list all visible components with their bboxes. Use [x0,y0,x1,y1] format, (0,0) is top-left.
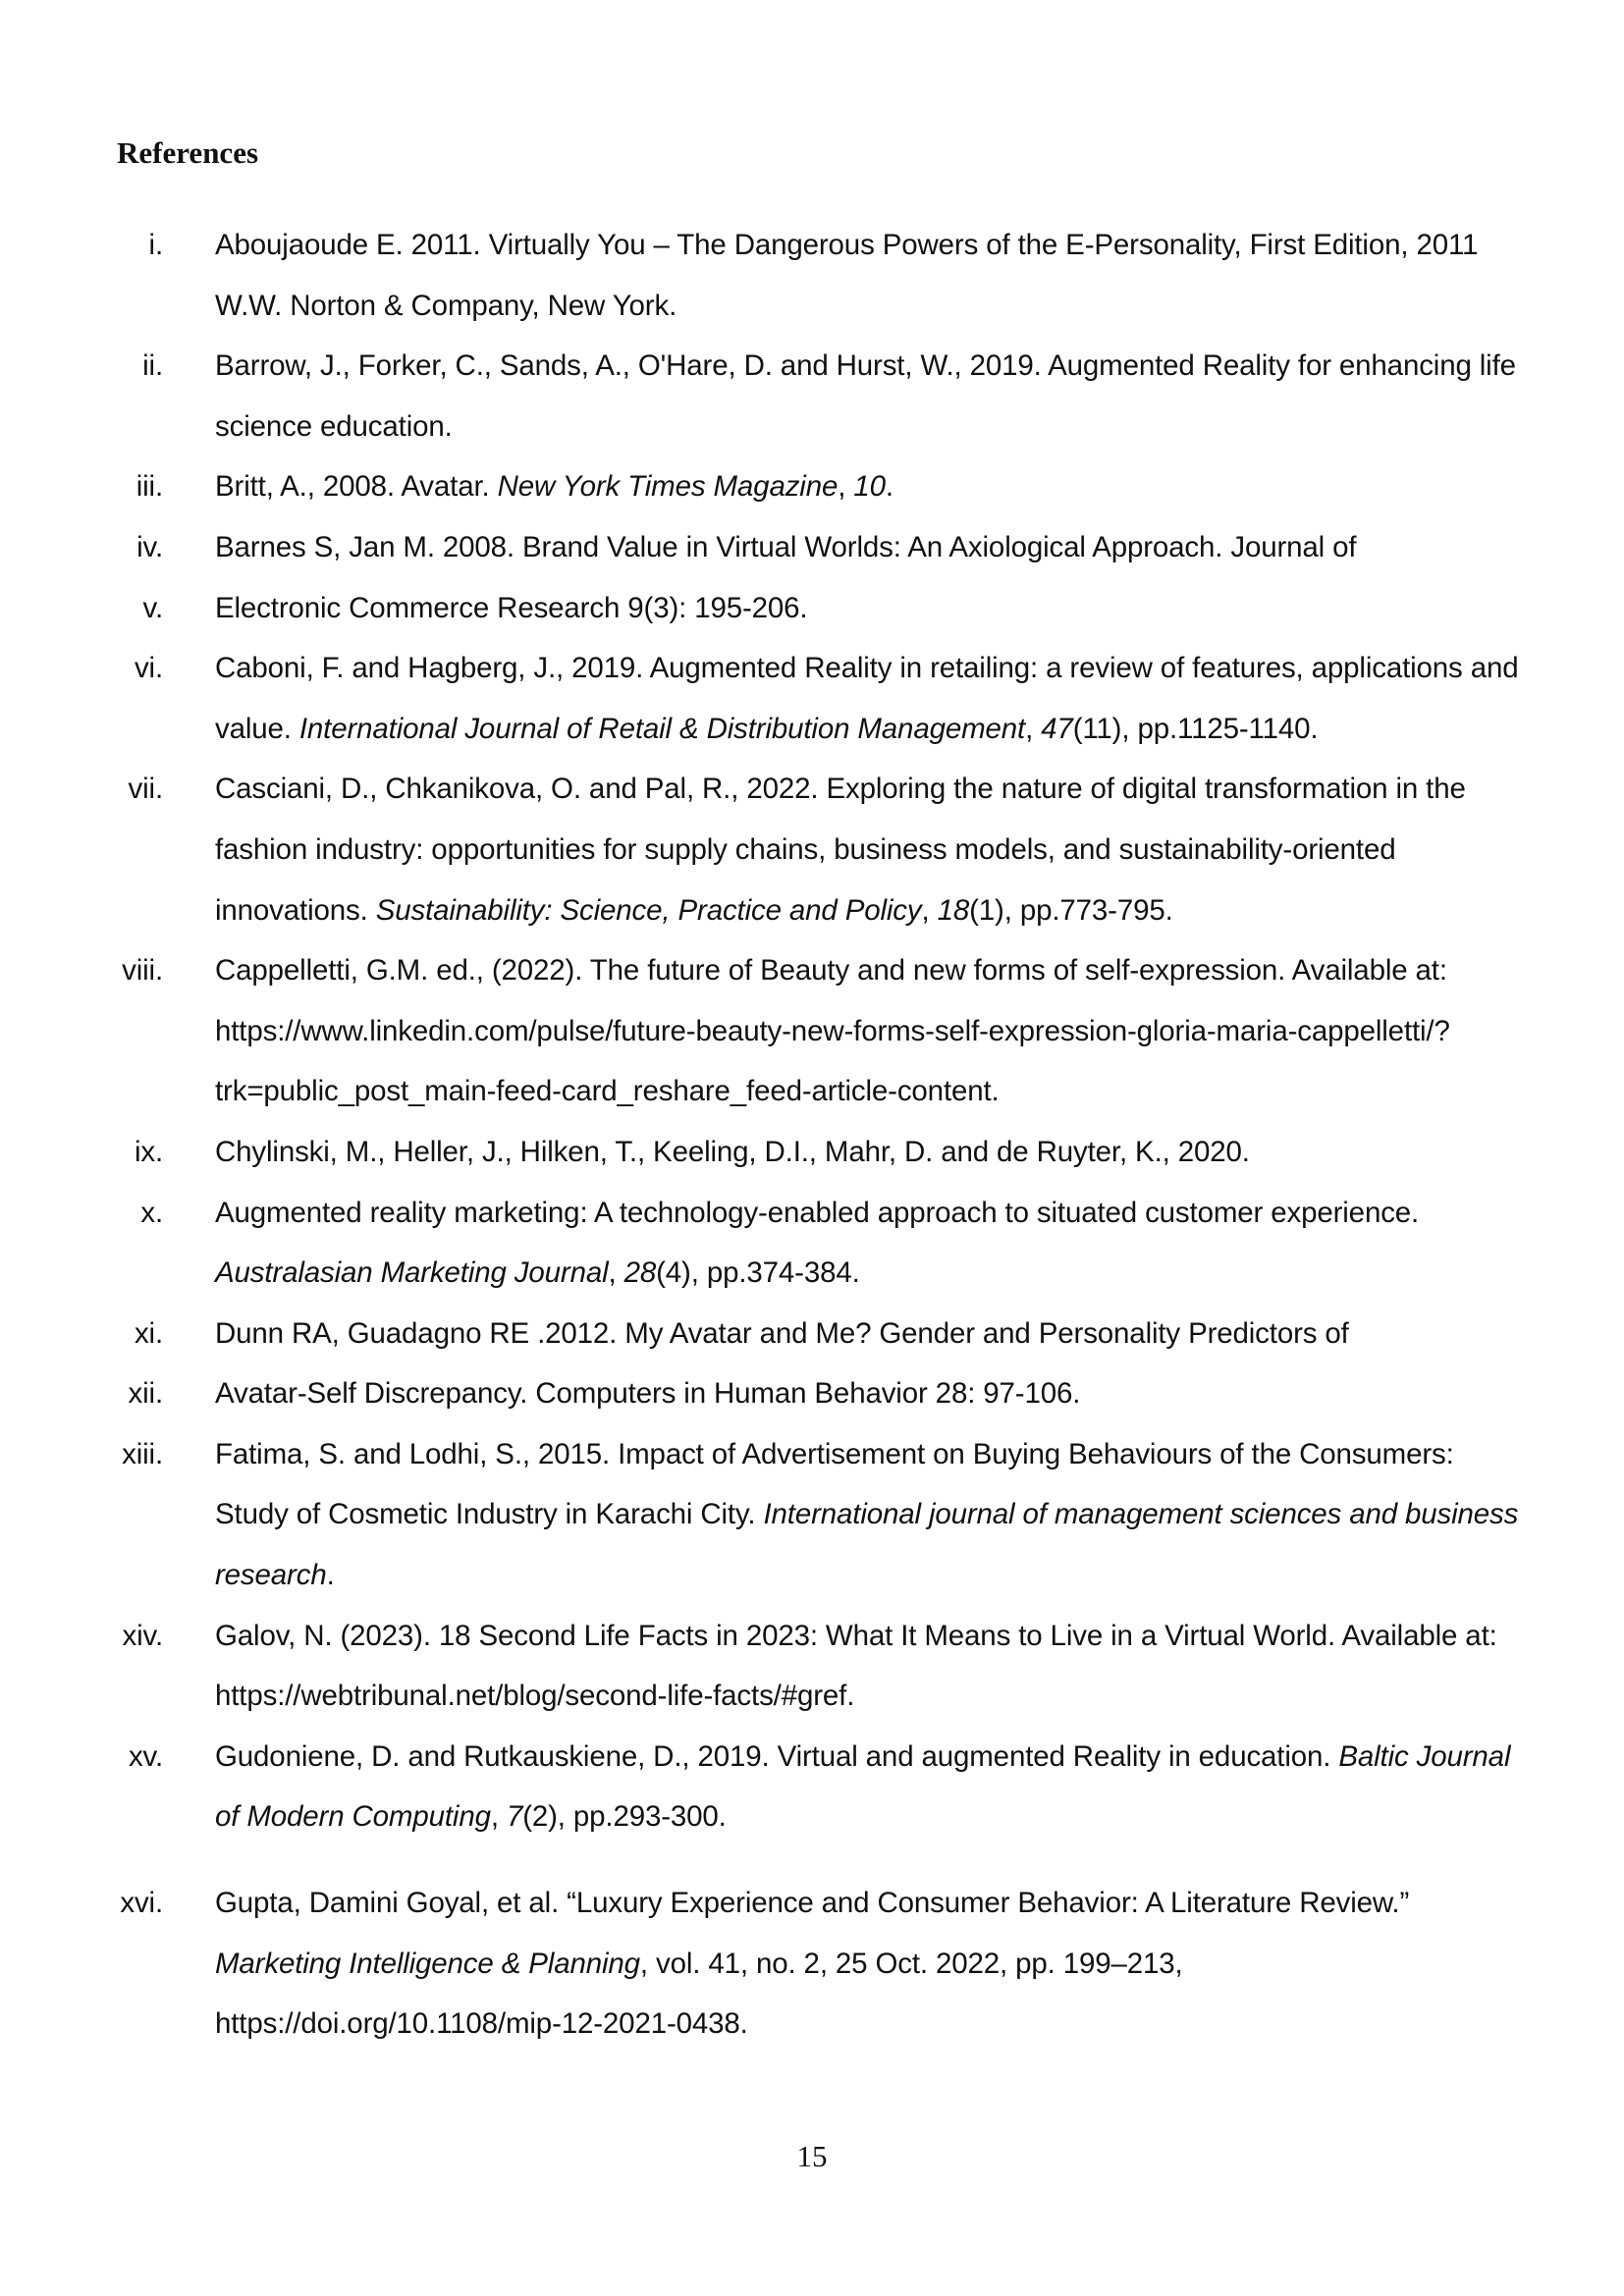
reference-segment: Fatima, S. and Lodhi, S., 2015. Impact of Advertisement on Buying Behaviours of the Consumers: Study of Cosmetic Industry in Karachi City. [215,1437,1454,1531]
reference-segment: . [885,470,893,504]
reference-item [0,1363,1624,1424]
reference-item [0,456,1624,517]
reference-text [215,1727,1521,1847]
reference-segment: Electronic Commerce Research 9(3): 195-206. [215,591,808,624]
reference-italic-segment: International journal of management sciences and business research [215,1498,1519,1592]
reference-segment: Avatar-Self Discrepancy. Computers in Human Behavior 28: 97-106. [215,1377,1081,1411]
reference-segment: , vol. 41, no. 2, 25 Oct. 2022, pp. 199–213, https://doi.org/10.1108/mip-12-2021-0438. [215,1947,1183,2041]
reference-segment: , [838,470,854,504]
reference-text [215,638,1521,759]
reference-italic-segment: Baltic Journal of Modern Computing [215,1739,1511,1834]
reference-list [0,215,1624,2055]
page-number: 15 [796,2139,828,2173]
reference-italic-segment: 28 [623,1256,657,1290]
reference-segment: (2), pp.293-300. [522,1800,727,1834]
reference-text [215,759,1521,940]
reference-segment: (1), pp.773-795. [969,893,1173,927]
reference-italic-segment: Marketing Intelligence & Planning [215,1947,640,1980]
reference-item [0,578,1624,639]
reference-segment: Aboujaoude E. 2011. Virtually You – The Dangerous Powers of the E-Personality, First Edition, 2011 W.W. Norton & Company, New York. [215,229,1479,322]
reference-segment: Britt, A., 2008. Avatar. [215,470,498,504]
reference-segment: , [608,1256,624,1290]
reference-text [215,1122,1521,1183]
reference-text [215,940,1521,1122]
reference-numeral: ii. [142,349,163,383]
reference-segment: Augmented reality marketing: A technology-enabled approach to situated customer experience. [215,1196,1420,1229]
reference-segment: , [490,1800,507,1834]
reference-segment: . [326,1559,335,1592]
reference-numeral: vi. [134,652,163,685]
reference-segment: Barrow, J., Forker, C., Sands, A., O'Hare, D. and Hurst, W., 2019. Augmented Reality for enhancing life science education. [215,349,1516,443]
reference-text [215,578,1521,639]
reference-item [0,940,1624,1122]
reference-item [0,1727,1624,1847]
reference-numeral: xv. [128,1739,163,1773]
reference-text [215,1424,1521,1606]
reference-numeral: i. [148,229,163,261]
reference-text [215,517,1521,578]
reference-segment: Barnes S, Jan M. 2008. Brand Value in Virtual Worlds: An Axiological Approach. Journal of [215,530,1357,563]
reference-item [0,1873,1624,2055]
reference-text [215,1606,1521,1727]
reference-item [0,1183,1624,1304]
reference-italic-segment: 47 [1041,712,1073,745]
reference-item [0,759,1624,940]
reference-segment: Gupta, Damini Goyal, et al. “Luxury Experience and Consumer Behavior: A Literature Review.” [215,1887,1410,1920]
reference-numeral: xiv. [122,1619,163,1652]
reference-italic-segment: Australasian Marketing Journal [215,1256,609,1290]
reference-item [0,1304,1624,1364]
reference-segment: (4), pp.374-384. [656,1256,860,1290]
reference-text [215,1183,1521,1304]
reference-italic-segment: International Journal of Retail & Distribution Management [298,712,1026,745]
reference-italic-segment: 18 [937,893,970,927]
reference-numeral: xvi. [120,1887,163,1920]
reference-numeral: xi. [134,1316,163,1350]
reference-segment: , [1025,712,1042,745]
reference-numeral: xii. [128,1377,163,1411]
reference-segment: Casciani, D., Chkanikova, O. and Pal, R., 2022. Exploring the nature of digital transformation in the fashion industry: opportunities for supply chains, business models, and sustainability-oriented innovations. [215,773,1466,927]
reference-numeral: viii. [122,954,163,988]
reference-italic-segment: 7 [506,1800,523,1834]
reference-numeral: iii. [135,470,163,504]
reference-segment: (11), pp.1125-1140. [1072,712,1319,745]
reference-numeral: v. [142,591,163,624]
reference-text [215,1363,1521,1424]
reference-numeral: xiii. [122,1437,163,1470]
reference-segment: Galov, N. (2023). 18 Second Life Facts in 2023: What It Means to Live in a Virtual World. Available at: https://webtribunal.net/blog/second-life-facts/#gref. [215,1619,1497,1713]
reference-italic-segment: Sustainability: Science, Practice and Policy [375,893,922,927]
reference-italic-segment: 10 [853,470,886,504]
reference-text [215,336,1521,456]
reference-numeral: vii. [128,773,163,806]
reference-segment: , [921,893,938,927]
reference-segment: Cappelletti, G.M. ed., (2022). The future of Beauty and new forms of self-expression. Available at: https://www.linkedin.com/pulse/future-beauty-new-forms-self-expression-gloria-maria-cappelletti/?trk=public_post_main-feed-card_reshare_feed-article-content. [215,954,1450,1108]
reference-italic-segment: New York Times Magazine [497,470,839,504]
reference-segment: Chylinski, M., Heller, J., Hilken, T., Keeling, D.I., Mahr, D. and de Ruyter, K., 2020. [215,1135,1250,1168]
reference-segment: Dunn RA, Guadagno RE .2012. My Avatar and Me? Gender and Personality Predictors of [215,1316,1349,1350]
reference-segment: Gudoniene, D. and Rutkauskiene, D., 2019. Virtual and augmented Reality in education. [215,1739,1339,1773]
reference-item [0,215,1624,336]
reference-numeral: ix. [134,1135,163,1168]
reference-text [215,215,1521,336]
reference-text [215,1873,1521,2055]
reference-numeral: x. [140,1196,163,1229]
reference-item [0,336,1624,456]
reference-item [0,1122,1624,1183]
reference-item [0,1606,1624,1727]
reference-numeral: iv. [136,530,163,563]
reference-item [0,517,1624,578]
reference-item [0,1424,1624,1606]
references-heading: References [117,135,259,170]
reference-text [215,456,1521,517]
reference-item [0,638,1624,759]
reference-segment: Caboni, F. and Hagberg, J., 2019. Augmented Reality in retailing: a review of features, applications and value. [215,652,1519,745]
reference-text [215,1304,1521,1364]
